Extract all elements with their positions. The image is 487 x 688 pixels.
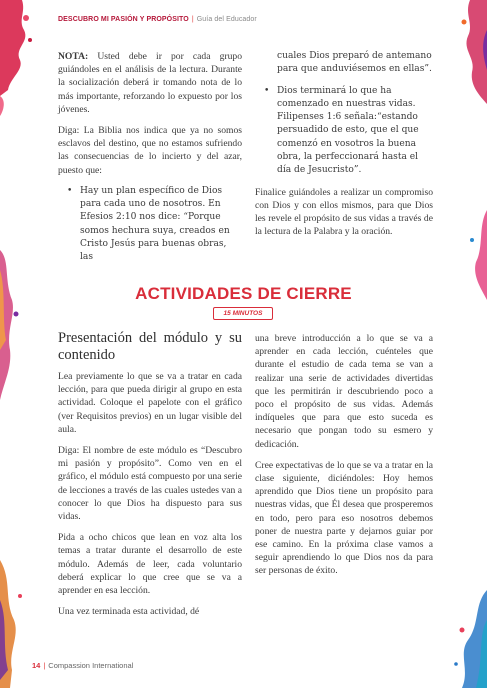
bullet-continuation-text: cuales Dios preparó de antemano para que anduviésemos en ellas”.: [277, 51, 432, 75]
bullet-text: Dios terminará lo que ha comenzado en nuestras vidas. Filipenses 1:6 señala:“estando persuadido de esto, que el que comenzó en vosotros la buena obra, la perfeccionará hasta el día de Jesucristo”.: [277, 85, 419, 176]
header-guide-label: Guía del Educador: [196, 16, 257, 23]
header-section-title: DESCUBRO MI PASIÓN Y PROPÓSITO: [58, 16, 189, 23]
bullet-item-plan: [58, 185, 242, 265]
note-label: NOTA:: [58, 51, 89, 62]
finalice-paragraph: Finalice guiándoles a realizar un compromiso con Dios y con ellos mismos, para que Dios les revele el propósito de sus vidas a través de la lectura de la Palabra y la oración.: [255, 186, 433, 238]
paint-splash-top-right: [452, 0, 487, 110]
footer-org: Compassion International: [48, 661, 134, 670]
module-paragraph-2: Diga: El nombre de este módulo es “Descubro mi pasión y propósito”. Como ven en el gráfico, el módulo está compuesto por una serie de lecciones a través de las cuales ustedes van a conocer lo que Dios ha dispuesto para sus vidas.: [58, 445, 242, 523]
duration-badge: 15 MINUTOS: [213, 307, 273, 320]
diga-paragraph: Diga: La Biblia nos indica que ya no somos esclavos del destino, que no estamos sufriendo las consecuencias de lo incierto y del azar, puesto que:: [58, 125, 242, 176]
note-paragraph: [58, 50, 242, 116]
bullet-dot-icon: •: [264, 85, 270, 96]
closing-activities-title: ACTIVIDADES DE CIERRE: [135, 284, 352, 303]
note-text: Usted debe ir por cada grupo guiándoles en el análisis de la lectura. Durante la socialización deberá ir tomando nota de lo más importante, reforzando lo expuesto por los jóvenes.: [58, 51, 242, 115]
module-paragraph-1: Lea previamente lo que se va a tratar en cada lección, para que pueda dirigir al grupo en esta actividad. Coloque el papelote con el gráfico (ver Requisitos previos) en un lugar visible del aula.: [58, 371, 242, 435]
module-paragraph-4: Una vez terminada esta actividad, dé: [58, 606, 200, 618]
paint-splash-bottom-left: [0, 560, 30, 688]
bullet-text: Hay un plan específico de Dios para cada uno de nosotros. En Efesios 2:10 nos dice: “Porque somos hechura suya, creados en Cristo Jesús para buenas obras, las: [80, 185, 230, 263]
expectations-paragraph: Cree expectativas de lo que se va a tratar en la clase siguiente, diciéndoles: Hoy hemos aprendido que Dios tiene un propósito para nuestras vidas, que Él desea que prosperemos en todo, pero para eso nosotros debemos poner de nuestra parte y dejarnos guiar por ese camino. En la próxima clase vamos a seguir aprendiendo lo que Dios nos da para ser personas de éxito.: [255, 459, 433, 577]
paint-splash-left-middle: [0, 250, 26, 400]
module-paragraph-3: Pida a ocho chicos que lean en voz alta los temas a tratar durante el desarrollo de este módulo. Además de leer, cada voluntario deberá explicar lo que cree que se va a aprender en esa lección.: [58, 532, 242, 597]
bullet-continuation: [255, 50, 433, 77]
top-left-column: [58, 50, 242, 273]
module-presentation-heading: Presentación del módulo y su contenido: [58, 330, 242, 363]
intro-paragraph: una breve introducción a lo que se va a aprender en cada lección, cuénteles que durante el estudio de cada tema se van a realizar una serie de actividades divertidas que les permitirán ir descubriendo poco a poco el propósito de sus vidas. Además indíqueles que para que esto suceda es necesario que pongan todo su esmero y dedicación.: [255, 333, 433, 450]
bottom-right-column: [255, 332, 433, 586]
page-number: 14: [32, 661, 41, 670]
bullet-item-dios-terminara: [255, 85, 433, 178]
header-separator: |: [191, 16, 194, 23]
paint-splash-top-left: [0, 0, 40, 120]
page-footer: [32, 661, 133, 670]
bullet-dot-icon: •: [67, 185, 73, 196]
paint-splash-bottom-right: [440, 590, 487, 688]
running-header: [58, 16, 257, 23]
footer-separator: |: [43, 661, 46, 670]
bottom-left-column: [58, 330, 242, 626]
top-right-column: [255, 50, 433, 246]
